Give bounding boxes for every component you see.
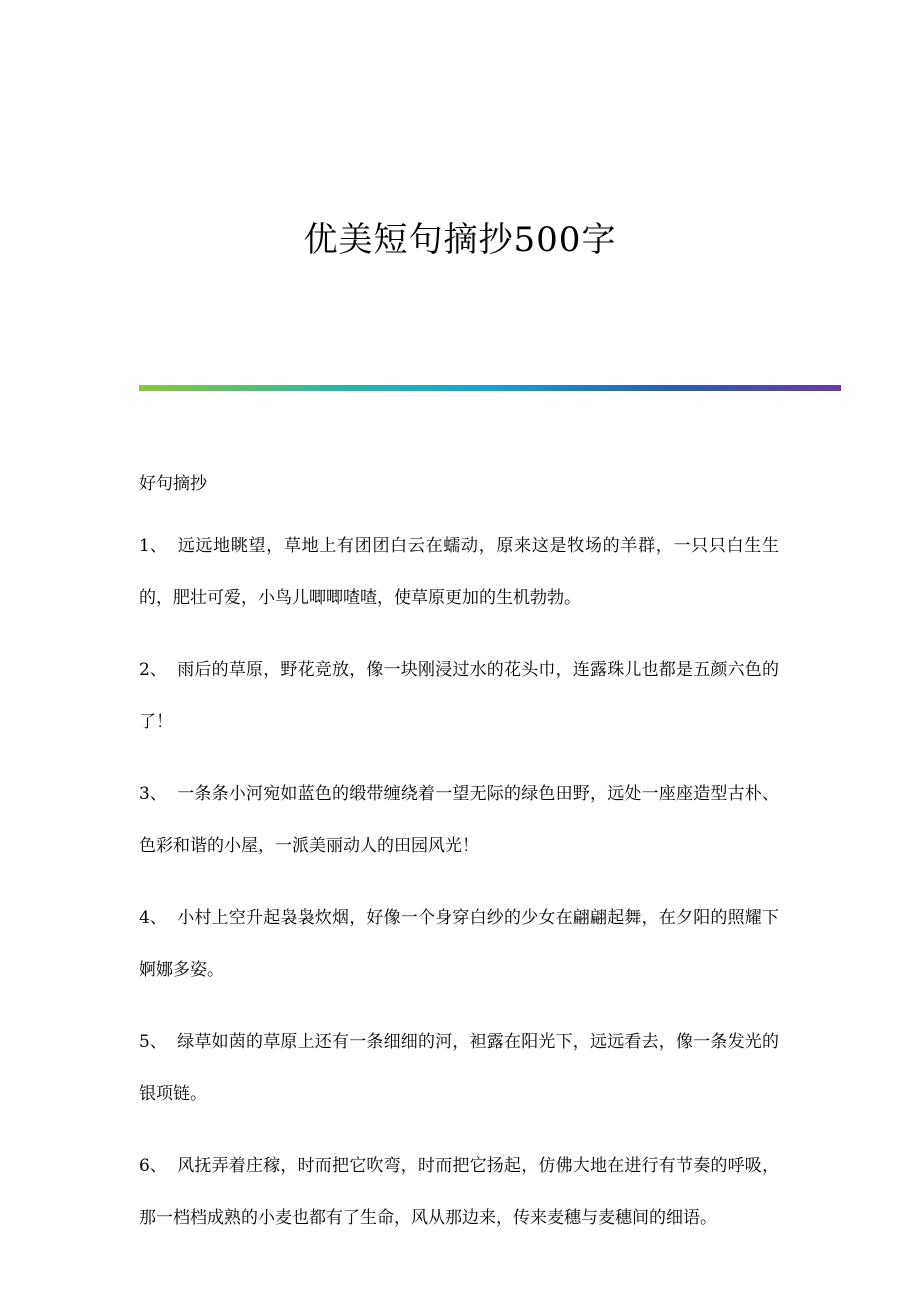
- document-title: 优美短句摘抄500字: [303, 220, 617, 260]
- item-number: 1、: [139, 536, 167, 556]
- section-heading: 好句摘抄: [139, 474, 207, 494]
- item-number: 6、: [139, 1156, 167, 1176]
- item-number: 5、: [139, 1032, 167, 1052]
- list-item: [139, 892, 779, 996]
- gradient-divider: [139, 385, 841, 391]
- item-text: 小村上空升起袅袅炊烟，好像一个身穿白纱的少女在翩翩起舞，在夕阳的照耀下婀娜多姿。: [139, 908, 779, 980]
- item-text: 绿草如茵的草原上还有一条细细的河，袒露在阳光下，远远看去，像一条发光的银项链。: [139, 1032, 779, 1104]
- list-item: [139, 644, 779, 748]
- item-text: 远远地眺望，草地上有团团白云在蠕动，原来这是牧场的羊群，一只只白生生的，肥壮可爱，小鸟儿唧唧喳喳，使草原更加的生机勃勃。: [139, 536, 779, 608]
- document-body: [139, 468, 779, 1244]
- item-number: 2、: [139, 660, 167, 680]
- list-item: [139, 768, 779, 872]
- item-text: 一条条小河宛如蓝色的缎带缠绕着一望无际的绿色田野，远处一座座造型古朴、色彩和谐的小屋，一派美丽动人的田园风光！: [139, 784, 779, 856]
- item-number: 3、: [139, 784, 167, 804]
- item-number: 4、: [139, 908, 167, 928]
- list-item: [139, 1016, 779, 1120]
- item-text: 雨后的草原，野花竞放，像一块刚浸过水的花头巾，连露珠儿也都是五颜六色的了！: [139, 660, 779, 732]
- list-item: [139, 1140, 779, 1244]
- list-item: [139, 520, 779, 624]
- item-text: 风抚弄着庄稼，时而把它吹弯，时而把它扬起，仿佛大地在进行有节奏的呼吸，那一档档成熟的小麦也都有了生命，风从那边来，传来麦穗与麦穗间的细语。: [139, 1156, 779, 1228]
